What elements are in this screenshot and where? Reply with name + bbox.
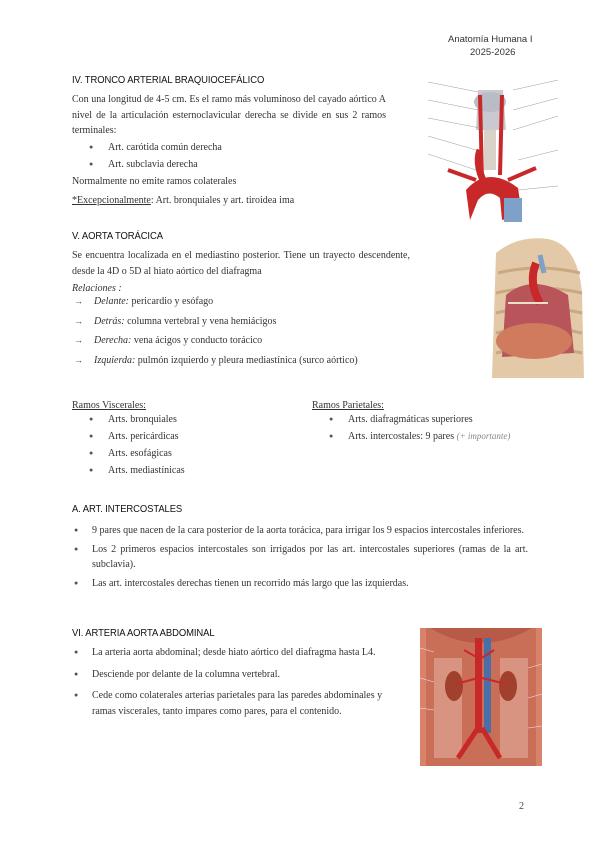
list-item: → Izquierda: pulmón izquierdo y pleura mediastínica (surco aórtico) <box>72 351 412 371</box>
list-item: ● Arts. intercostales: 9 pares (+ importante) <box>312 428 572 445</box>
list-item: → Derecha: vena ácigos y conducto torácico <box>72 331 412 351</box>
exception-label: *Excepcionalmente <box>72 195 151 206</box>
list-item: ● La arteria aorta abdominal; desde hiato aórtico del diafragma hasta L4. <box>72 645 408 661</box>
abdominal-aorta-illustration <box>420 628 542 766</box>
parietal-branches-title: Ramos Parietales: <box>312 400 384 411</box>
relations-list <box>72 292 412 370</box>
header-year: 2025-2026 <box>470 47 516 58</box>
exception-text: : Art. bronquiales y art. tiroidea ima <box>150 195 295 206</box>
list-item: → Detrás: columna vertebral y vena hemiácigos <box>72 312 412 332</box>
list-item: ● Las art. intercostales derechas tienen un recorrido más largo que las izquierdas. <box>72 576 528 592</box>
list-item: ● Los 2 primeros espacios intercostales son irrigados por las art. intercostales superiores (ramas de la art. subclavia). <box>72 542 528 573</box>
section-vi-list <box>72 645 408 722</box>
list-item: ● Arts. bronquiales <box>72 411 292 428</box>
relations-title: Relaciones : <box>72 283 122 294</box>
section-a-list <box>72 523 528 594</box>
importance-note: (+ importante) <box>456 431 511 441</box>
page-header <box>448 33 533 59</box>
section-v-intro: Se encuentra localizada en el mediastino posterior. Tiene un trayecto descendente, desde la 4D o 5D al hiato aórtico del diafragma <box>72 250 410 277</box>
section-iv-intro: Con una longitud de 4-5 cm. Es el ramo más voluminoso del cayado aórtico A nivel de la articulación esternoclavicular derecha se divide en sus 2 ramos terminales: <box>72 94 386 136</box>
header-course: Anatomía Humana I <box>448 34 533 45</box>
list-item: ● Desciende por delante de la columna vertebral. <box>72 667 408 683</box>
section-iv-list <box>72 139 392 173</box>
section-iv-note: Normalmente no emite ramos colaterales <box>72 176 237 187</box>
section-iv-exception <box>72 193 294 209</box>
list-item: ● Art. carótida común derecha <box>72 139 392 156</box>
list-item: ● Cede como colaterales arterias parietales para las paredes abdominales y ramas viscerales, tanto impares como pares, para el contenido. <box>72 688 408 719</box>
visceral-branches-title: Ramos Viscerales: <box>72 400 146 411</box>
parietal-branches-list <box>312 411 572 445</box>
page-number: 2 <box>519 801 524 812</box>
list-item: ● Arts. pericárdicas <box>72 428 292 445</box>
list-item: ● 9 pares que nacen de la cara posterior de la aorta torácica, para irrigar los 9 espacios intercostales inferiores. <box>72 523 528 539</box>
list-item: → Delante: pericardio y esófago <box>72 292 412 312</box>
list-item: ● Arts. mediastínicas <box>72 462 292 479</box>
visceral-branches-list <box>72 411 292 479</box>
section-v-title: V. AORTA TORÁCICA <box>72 230 163 242</box>
brachiocephalic-trunk-illustration <box>418 70 566 232</box>
section-vi-title: VI. ARTERIA AORTA ABDOMINAL <box>72 627 215 639</box>
section-a-title: A. ART. INTERCOSTALES <box>72 503 183 515</box>
list-item: ● Arts. esofágicas <box>72 445 292 462</box>
section-iv-title: IV. TRONCO ARTERIAL BRAQUIOCEFÁLICO <box>72 74 265 86</box>
list-item: ● Arts. diafragmáticas superiores <box>312 411 572 428</box>
thoracic-aorta-illustration <box>488 233 586 383</box>
list-item: ● Art. subclavia derecha <box>72 156 392 173</box>
